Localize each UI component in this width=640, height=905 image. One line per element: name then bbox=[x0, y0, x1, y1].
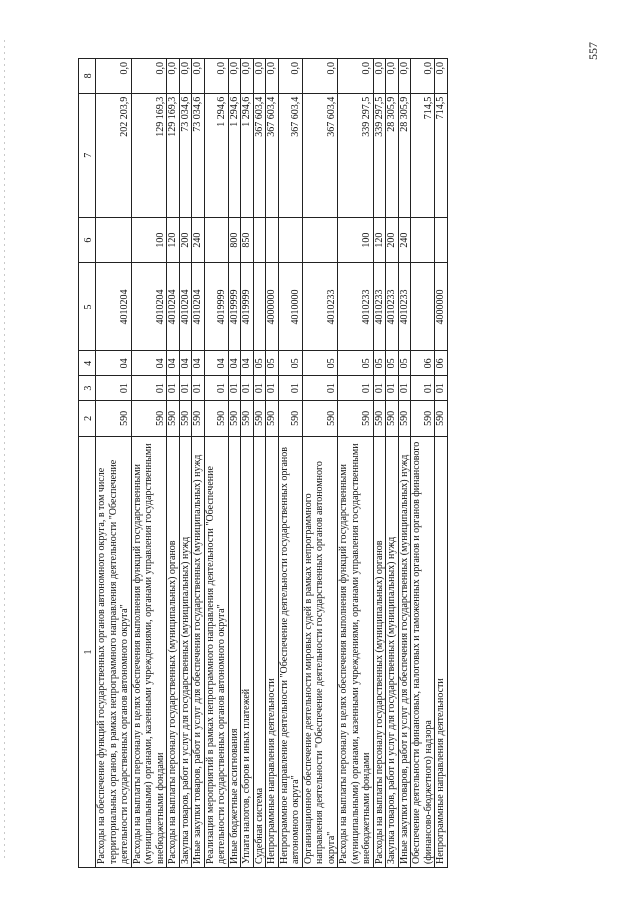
row-cell-col-7: 28 305,9 bbox=[398, 93, 411, 217]
row-description: Организационное обеспечение деятельности мировых судей в рамках непрограммного направления деятельности "Обеспечение деятельности государственных органов автономного округа" bbox=[302, 436, 338, 867]
table-row bbox=[398, 59, 411, 868]
budget-table bbox=[78, 58, 448, 868]
row-description: Непрограммные направления деятельности bbox=[435, 436, 448, 867]
row-cell-col-2: 590 bbox=[241, 400, 254, 436]
table-row bbox=[228, 59, 241, 868]
row-cell-col-3: 01 bbox=[373, 376, 386, 401]
row-description: Иные закупки товаров, работ и услуг для обеспечения государственных (муниципальных) нужд bbox=[192, 436, 205, 867]
row-cell-col-4: 04 bbox=[179, 351, 192, 376]
row-cell-col-8: 0,0 bbox=[131, 59, 167, 94]
row-cell-col-7: 714,5 bbox=[435, 93, 448, 217]
row-description: Расходы на выплаты персоналу в целях обеспечения выполнения функций государственными (муниципальными) органами, казенными учреждениями, органами управления государственными внебюджетными фондами bbox=[131, 436, 167, 867]
row-cell-col-3: 01 bbox=[167, 376, 180, 401]
row-cell-col-5: 4010204 bbox=[192, 263, 205, 351]
row-description: Обеспечение деятельности финансовых, налоговых и таможенных органов и органов финансового (финансово-бюджетного) надзора bbox=[411, 436, 435, 867]
table-body bbox=[96, 59, 448, 868]
row-cell-col-6 bbox=[278, 217, 302, 263]
table-row bbox=[179, 59, 192, 868]
row-cell-col-3: 01 bbox=[253, 376, 266, 401]
row-cell-col-3: 01 bbox=[96, 376, 132, 401]
row-cell-col-7: 339 297,5 bbox=[338, 93, 374, 217]
row-cell-col-8: 0,0 bbox=[435, 59, 448, 94]
row-cell-col-6 bbox=[253, 217, 266, 263]
row-description: Закупка товаров, работ и услуг для государственных (муниципальных) нужд bbox=[386, 436, 399, 867]
row-cell-col-4: 04 bbox=[131, 351, 167, 376]
row-cell-col-4: 05 bbox=[302, 351, 338, 376]
row-cell-col-7: 367 603,4 bbox=[253, 93, 266, 217]
row-cell-col-6: 850 bbox=[241, 217, 254, 263]
row-cell-col-6: 100 bbox=[131, 217, 167, 263]
row-cell-col-8: 0,0 bbox=[373, 59, 386, 94]
row-cell-col-3: 01 bbox=[179, 376, 192, 401]
row-cell-col-3: 01 bbox=[411, 376, 435, 401]
row-cell-col-4: 05 bbox=[338, 351, 374, 376]
row-cell-col-3: 01 bbox=[302, 376, 338, 401]
row-cell-col-6: 240 bbox=[192, 217, 205, 263]
row-cell-col-4: 06 bbox=[411, 351, 435, 376]
table-row bbox=[278, 59, 302, 868]
row-cell-col-7: 129 169,3 bbox=[131, 93, 167, 217]
row-description: Уплата налогов, сборов и иных платежей bbox=[241, 436, 254, 867]
row-cell-col-2: 590 bbox=[179, 400, 192, 436]
row-cell-col-6 bbox=[266, 217, 279, 263]
row-cell-col-7: 1 294,6 bbox=[204, 93, 228, 217]
row-cell-col-4: 06 bbox=[435, 351, 448, 376]
row-cell-col-3: 01 bbox=[278, 376, 302, 401]
row-cell-col-6 bbox=[302, 217, 338, 263]
row-cell-col-2: 590 bbox=[411, 400, 435, 436]
col-header-8: 8 bbox=[79, 59, 96, 94]
row-cell-col-3: 01 bbox=[228, 376, 241, 401]
row-cell-col-6 bbox=[435, 217, 448, 263]
row-cell-col-5: 4019999 bbox=[204, 263, 228, 351]
row-cell-col-7: 367 603,4 bbox=[302, 93, 338, 217]
table-row bbox=[435, 59, 448, 868]
col-header-3: 3 bbox=[79, 376, 96, 401]
row-cell-col-4: 05 bbox=[373, 351, 386, 376]
col-header-2: 2 bbox=[79, 400, 96, 436]
row-cell-col-5: 4010204 bbox=[96, 263, 132, 351]
row-cell-col-6: 100 bbox=[338, 217, 374, 263]
row-cell-col-8: 0,0 bbox=[338, 59, 374, 94]
row-cell-col-3: 01 bbox=[192, 376, 205, 401]
row-cell-col-6: 240 bbox=[398, 217, 411, 263]
row-cell-col-5: 4010233 bbox=[398, 263, 411, 351]
row-cell-col-5: 4010233 bbox=[373, 263, 386, 351]
row-cell-col-8: 0,0 bbox=[302, 59, 338, 94]
table-row bbox=[411, 59, 435, 868]
row-cell-col-8: 0,0 bbox=[266, 59, 279, 94]
row-cell-col-5 bbox=[253, 263, 266, 351]
row-cell-col-5: 4010204 bbox=[131, 263, 167, 351]
row-cell-col-2: 590 bbox=[338, 400, 374, 436]
col-header-5: 5 bbox=[79, 263, 96, 351]
row-cell-col-8: 0,0 bbox=[253, 59, 266, 94]
row-cell-col-4: 04 bbox=[96, 351, 132, 376]
row-cell-col-4: 04 bbox=[192, 351, 205, 376]
page-number: 557 bbox=[586, 42, 600, 60]
row-cell-col-8: 0,0 bbox=[204, 59, 228, 94]
row-cell-col-4: 05 bbox=[253, 351, 266, 376]
row-cell-col-7: 714,5 bbox=[411, 93, 435, 217]
row-cell-col-2: 590 bbox=[302, 400, 338, 436]
row-cell-col-2: 590 bbox=[96, 400, 132, 436]
row-cell-col-5: 4010233 bbox=[338, 263, 374, 351]
table-header bbox=[79, 59, 96, 868]
row-cell-col-5: 4019999 bbox=[228, 263, 241, 351]
row-cell-col-3: 01 bbox=[386, 376, 399, 401]
row-cell-col-8: 0,0 bbox=[278, 59, 302, 94]
row-cell-col-8: 0,0 bbox=[228, 59, 241, 94]
row-cell-col-7: 28 305,9 bbox=[386, 93, 399, 217]
row-cell-col-7: 339 297,5 bbox=[373, 93, 386, 217]
table-row bbox=[192, 59, 205, 868]
row-cell-col-5 bbox=[411, 263, 435, 351]
row-cell-col-7: 202 203,9 bbox=[96, 93, 132, 217]
table-row bbox=[302, 59, 338, 868]
row-cell-col-6: 120 bbox=[167, 217, 180, 263]
row-cell-col-7: 367 603,4 bbox=[278, 93, 302, 217]
row-description: Закупка товаров, работ и услуг для государственных (муниципальных) нужд bbox=[179, 436, 192, 867]
row-cell-col-8: 0,0 bbox=[386, 59, 399, 94]
row-description: Непрограммные направления деятельности bbox=[266, 436, 279, 867]
row-description: Иные закупки товаров, работ и услуг для обеспечения государственных (муниципальных) нужд bbox=[398, 436, 411, 867]
row-description: Расходы на обеспечение функций государственных органов автономного округа, в том числе территориальных органов, в рамках непрограммного направления деятельности "Обеспечение деятельности государственных органов автономного округа" bbox=[96, 436, 132, 867]
table-row bbox=[386, 59, 399, 868]
table-row bbox=[373, 59, 386, 868]
row-cell-col-7: 367 603,4 bbox=[266, 93, 279, 217]
table-row bbox=[241, 59, 254, 868]
row-cell-col-2: 590 bbox=[386, 400, 399, 436]
table-row bbox=[96, 59, 132, 868]
row-cell-col-5: 4010204 bbox=[179, 263, 192, 351]
row-cell-col-2: 590 bbox=[131, 400, 167, 436]
col-header-1: 1 bbox=[79, 436, 96, 867]
table-row bbox=[253, 59, 266, 868]
col-header-7: 7 bbox=[79, 93, 96, 217]
row-cell-col-3: 01 bbox=[338, 376, 374, 401]
row-cell-col-7: 1 294,6 bbox=[241, 93, 254, 217]
row-cell-col-7: 73 034,6 bbox=[192, 93, 205, 217]
table-row bbox=[266, 59, 279, 868]
row-cell-col-8: 0,0 bbox=[192, 59, 205, 94]
row-cell-col-8: 0,0 bbox=[411, 59, 435, 94]
row-cell-col-3: 01 bbox=[398, 376, 411, 401]
row-cell-col-6 bbox=[411, 217, 435, 263]
row-cell-col-3: 01 bbox=[241, 376, 254, 401]
row-cell-col-4: 04 bbox=[204, 351, 228, 376]
row-cell-col-2: 590 bbox=[204, 400, 228, 436]
row-cell-col-4: 05 bbox=[266, 351, 279, 376]
row-cell-col-6: 200 bbox=[386, 217, 399, 263]
row-cell-col-2: 590 bbox=[228, 400, 241, 436]
row-cell-col-6 bbox=[204, 217, 228, 263]
col-header-6: 6 bbox=[79, 217, 96, 263]
row-cell-col-4: 04 bbox=[241, 351, 254, 376]
row-cell-col-8: 0,0 bbox=[241, 59, 254, 94]
row-cell-col-4: 05 bbox=[398, 351, 411, 376]
table-row bbox=[338, 59, 374, 868]
header-row bbox=[79, 59, 96, 868]
row-cell-col-7: 73 034,6 bbox=[179, 93, 192, 217]
row-cell-col-7: 129 169,3 bbox=[167, 93, 180, 217]
col-header-4: 4 bbox=[79, 351, 96, 376]
row-cell-col-2: 590 bbox=[373, 400, 386, 436]
row-description: Расходы на выплаты персоналу государственных (муниципальных) органов bbox=[167, 436, 180, 867]
row-cell-col-2: 590 bbox=[278, 400, 302, 436]
row-cell-col-4: 04 bbox=[228, 351, 241, 376]
row-cell-col-4: 05 bbox=[278, 351, 302, 376]
row-cell-col-2: 590 bbox=[192, 400, 205, 436]
row-cell-col-6 bbox=[96, 217, 132, 263]
row-cell-col-4: 05 bbox=[386, 351, 399, 376]
row-cell-col-7: 1 294,6 bbox=[228, 93, 241, 217]
row-cell-col-3: 01 bbox=[131, 376, 167, 401]
row-cell-col-6: 120 bbox=[373, 217, 386, 263]
row-cell-col-5: 4010233 bbox=[386, 263, 399, 351]
row-description: Непрограммное направление деятельности "Обеспечение деятельности государственных органов автономного округа" bbox=[278, 436, 302, 867]
row-description: Расходы на выплаты персоналу государственных (муниципальных) органов bbox=[373, 436, 386, 867]
scan-margin-mark bbox=[4, 40, 5, 860]
row-cell-col-2: 590 bbox=[253, 400, 266, 436]
table-row bbox=[131, 59, 167, 868]
row-cell-col-6: 200 bbox=[179, 217, 192, 263]
row-cell-col-5: 4019999 bbox=[241, 263, 254, 351]
row-cell-col-8: 0,0 bbox=[96, 59, 132, 94]
row-cell-col-4: 04 bbox=[167, 351, 180, 376]
row-cell-col-5: 4000000 bbox=[266, 263, 279, 351]
row-cell-col-5: 4010204 bbox=[167, 263, 180, 351]
row-cell-col-5: 4000000 bbox=[435, 263, 448, 351]
rotated-table-area bbox=[78, 58, 593, 868]
row-description: Судебная система bbox=[253, 436, 266, 867]
table-row bbox=[167, 59, 180, 868]
row-description: Реализация мероприятий в рамках непрограммного направления деятельности "Обеспечение деятельности государственных органов автономного округа" bbox=[204, 436, 228, 867]
row-cell-col-8: 0,0 bbox=[398, 59, 411, 94]
row-cell-col-5: 4010233 bbox=[302, 263, 338, 351]
row-cell-col-5: 4010000 bbox=[278, 263, 302, 351]
row-cell-col-3: 01 bbox=[266, 376, 279, 401]
row-cell-col-3: 01 bbox=[435, 376, 448, 401]
row-cell-col-8: 0,0 bbox=[179, 59, 192, 94]
row-cell-col-6: 800 bbox=[228, 217, 241, 263]
table-row bbox=[204, 59, 228, 868]
row-cell-col-2: 590 bbox=[167, 400, 180, 436]
row-cell-col-2: 590 bbox=[266, 400, 279, 436]
row-cell-col-3: 01 bbox=[204, 376, 228, 401]
row-cell-col-2: 590 bbox=[398, 400, 411, 436]
row-cell-col-8: 0,0 bbox=[167, 59, 180, 94]
row-cell-col-2: 590 bbox=[435, 400, 448, 436]
row-description: Иные бюджетные ассигнования bbox=[228, 436, 241, 867]
row-description: Расходы на выплаты персоналу в целях обеспечения выполнения функций государственными (муниципальными) органами, казенными учреждениями, органами управления государственными внебюджетными фондами bbox=[338, 436, 374, 867]
